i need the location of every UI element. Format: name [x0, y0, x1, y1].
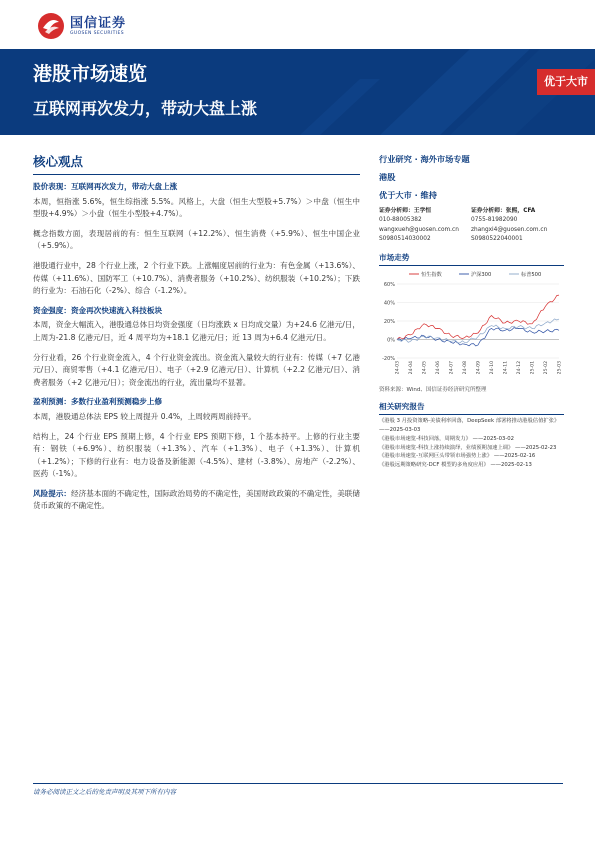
related-report-item[interactable]: 《港股市场速览-科技上涨持续演绎，业绩预期加速上调》 ——2025-02-23 [379, 444, 557, 451]
legend-label: 沪深300 [471, 272, 492, 279]
analyst-1-email[interactable]: wangxueh@guosen.com.cn [379, 226, 459, 233]
analyst-1-phone: 010-88005382 [379, 217, 422, 224]
x-tick-label: 24-08 [463, 361, 468, 375]
market-name: 港股 [379, 172, 396, 182]
para-price-performance [33, 181, 360, 221]
x-tick-label: 24-12 [517, 361, 522, 375]
logo-cn: 国信证券 [70, 15, 127, 31]
related-report-item[interactable]: 《港股市场速览-互联网巨头带领市场强势上涨》 ——2025-02-16 [379, 453, 536, 460]
x-tick-label: 25-02 [544, 361, 549, 375]
sidebar-info [379, 153, 564, 470]
section-title-market-trend: 市场走势 [379, 252, 564, 266]
analyst-1-name: 王学恒 [413, 208, 432, 214]
x-tick-label: 24-11 [503, 361, 509, 375]
chart-source: 资料来源：Wind、国信证券经济研究所整理 [379, 387, 487, 394]
analyst-2-phone: 0755-81982090 [471, 217, 518, 224]
para-earnings-forecast [33, 396, 360, 423]
rating-tag: 优于大市 [537, 69, 595, 95]
para-fund-strength [33, 305, 360, 345]
para-industry-flows: 分行业看，26 个行业资金流入，4 个行业资金流出。资金流入量较大的行业有：传媒（+7 亿港元/日）、商贸零售（+4.1 亿港元/日）、电子（+2.9 亿港元/日）、计算机（+2.2 亿港元/日）、消费者服务（+2 亿港元/日）；资金流出的行业，流出量均不显著。 [33, 352, 360, 387]
analyst-2-label: 证券分析师： [471, 208, 506, 214]
footer-divider [33, 783, 563, 784]
para-eps-structure: 结构上，24 个行业 EPS 预期上修，4 个行业 EPS 预期下修，1 个基本持平。上修的行业主要有：钢铁（+6.9%）、纺织服装（+1.3%）、汽车（+1.3%）、电子（+1.3%）、计算机（+1.2%）；下修的行业有：电力设备及新能源（-4.5%）、建材（-3.8%）、房地产（-2.2%）、医药（-1%）。 [33, 431, 360, 479]
legend-label: 标普500 [521, 272, 542, 279]
industry-rating: 优于大市 · 维持 [379, 190, 437, 200]
company-logo [37, 12, 126, 40]
trend-chart-svg [379, 268, 564, 384]
x-tick-label: 24-05 [422, 361, 428, 375]
analyst-2-cert: S0980522040001 [471, 235, 523, 242]
analyst-1 [379, 207, 471, 244]
label-fund-strength: 资金强度：资金再次快速流入科技板块 [33, 305, 163, 315]
y-tick-label: 60% [383, 282, 395, 289]
para-risk [33, 488, 360, 513]
related-report-item[interactable]: 《港股 3 月投资策略-美债利率回落，DeepSeek 部署将推动港股估值扩张》 ——2025-03-03 [379, 418, 560, 433]
y-tick-label: 0% [387, 337, 395, 344]
y-tick-label: 40% [383, 300, 395, 307]
analyst-2-email[interactable]: zhangxi4@guosen.com.cn [471, 226, 548, 233]
report-category: 行业研究 · 海外市场专题 [379, 154, 470, 164]
x-tick-label: 24-03 [395, 361, 401, 375]
title-banner [0, 49, 595, 135]
section-title-related-reports: 相关研究报告 [379, 401, 564, 415]
related-reports-list [379, 417, 564, 470]
x-tick-label: 24-09 [476, 361, 482, 375]
text-risk: 经济基本面的不确定性，国际政治局势的不确定性，美国财政政策的不确定性，美联储货币政策的不确定性。 [33, 488, 361, 511]
x-tick-label: 24-07 [449, 361, 455, 375]
analyst-list [379, 207, 564, 244]
analyst-1-label: 证券分析师： [379, 208, 414, 214]
x-tick-label: 24-04 [409, 361, 414, 375]
x-tick-label: 24-10 [490, 361, 495, 375]
x-tick-label: 25-03 [557, 361, 563, 375]
x-tick-label: 25-01 [530, 361, 536, 375]
report-title: 港股市场速览 [33, 63, 148, 85]
analyst-2-name: 张熙，CFA [505, 208, 536, 214]
label-price-performance: 股价表现：互联网再次发力，带动大盘上涨 [33, 182, 178, 191]
related-report-item[interactable]: 《港股市场速览-科技回落，周期发力》 ——2025-03-02 [379, 435, 515, 442]
related-report-item[interactable]: 《港股远期策略研究-DCF 模型的多角度应用》 ——2025-02-13 [379, 462, 532, 469]
y-tick-label: 20% [383, 319, 395, 326]
label-risk: 风险提示： [33, 488, 72, 498]
market-trend-chart [379, 268, 564, 384]
section-title-core: 核心观点 [33, 152, 360, 175]
disclaimer-note: 请务必阅读正文之后的免责声明及其项下所有内容 [33, 788, 176, 796]
core-views [33, 152, 360, 520]
para-industry-performance: 港股通行业中，28 个行业上涨，2 个行业下跌。上涨幅度居前的行业为：有色金属（+13.6%）、传媒（+11.6%）、国防军工（+10.7%）、消费者服务（+10.2%）、纺织服装（+10.2%）；下跌的行业为：石油石化（-2%）、综合（-1.2%）。 [33, 260, 360, 296]
logo-icon [37, 12, 65, 40]
label-earnings-forecast: 盈利预测：多数行业盈利预测稳步上修 [33, 397, 163, 407]
analyst-2 [471, 207, 563, 244]
report-subtitle: 互联网再次发力，带动大盘上涨 [33, 99, 258, 118]
text-fund-strength: 本周，资金大幅流入，港股通总体日均资金强度（日均涨跌 x 日均成交量）为+24.6 亿港元/日，上周为-21.8 亿港元/日，近 4 周平均为+18.1 亿港元/日；近 13 周为+6.4 亿港元/日。 [33, 320, 360, 342]
legend-label: 恒生指数 [421, 272, 442, 279]
x-tick-label: 24-06 [436, 361, 441, 375]
para-concept-index: 概念指数方面，表现居前的有：恒生互联网（+12.2%）、恒生消费（+5.9%）、恒生中国企业（+5.9%）。 [33, 228, 360, 251]
analyst-1-cert: S0980514030002 [379, 235, 431, 242]
y-tick-label: -20% [382, 356, 395, 363]
logo-en: GUOSEN SECURITIES [70, 30, 124, 36]
text-earnings-forecast: 本周，港股通总体法 EPS 较上周提升 0.4%，上周较两周前持平。 [33, 411, 256, 421]
text-price-performance: 本周，恒指涨 5.6%，恒生综指涨 5.5%。风格上，大盘（恒生大型股+5.7%）＞中盘（恒生中型股+4.9%）＞小盘（恒生小型股+4.7%）。 [33, 196, 360, 219]
